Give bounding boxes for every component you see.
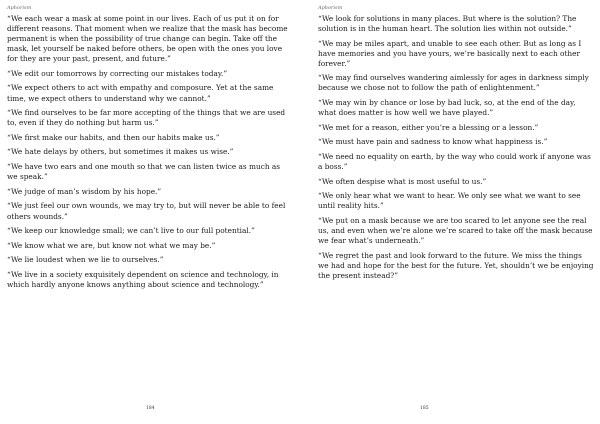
page-number: 185 [420,406,429,411]
quote: “We may find ourselves wandering aimlessly for ages in darkness simply because we chose not to follow the path of enlightenment.” [318,73,589,93]
running-header: Aphorism [318,5,343,11]
quote: “We edit our tomorrows by correcting our mistakes today.” [7,68,228,78]
quote: “We put on a mask because we are too scared to let anyone see the real us, and even when we’re alone we’re scared to take off the mask because we fear what’s underneath.” [318,216,593,246]
quote: “We live in a society exquisitely dependent on science and technology, in which hardly anyone knows anything about science and technology.” [7,270,279,290]
quote: “We just feel our own wounds, we may try to, but will never be able to feel others wounds.” [7,201,286,221]
quote: “We have two ears and one mouth so that we can listen twice as much as we speak.” [7,162,281,182]
left-page [0,0,290,424]
running-header: Aphorism [7,5,32,11]
quote-list [7,14,290,295]
quote: “We only hear what we want to hear. We only see what we want to see until reality hits.” [318,191,581,211]
quote: “We first make our habits, and then our habits make us.” [7,132,220,142]
quote: “We lie loudest when we lie to ourselves.” [7,255,164,265]
quote: “We often despise what is most useful to us.” [318,176,487,186]
quote: “We keep our knowledge small; we can’t live to our full potential.” [7,226,255,236]
quote: “We met for a reason, either you’re a blessing or a lesson.” [318,122,539,132]
quote: “We hate delays by others, but sometimes it makes us wise.” [7,147,234,157]
quote: “We find ourselves to be far more accepting of the things that we are used to, even if they do nothing but harm us.” [7,108,286,128]
quote: “We judge of man’s wisdom by his hope.” [7,186,162,196]
quote: “We regret the past and look forward to the future. We miss the things we had and hope for the best for the future. Yet, shouldn’t we be enjoying the present instead?” [318,250,594,280]
quote: “We look for solutions in many places. But where is the solution? The solution is in the human heart. The solution lies within not outside.” [318,14,577,34]
quote: “We know what we are, but know not what we may be.” [7,240,216,250]
quote: “We must have pain and sadness to know what happiness is.” [318,137,548,147]
page-number: 184 [146,406,155,411]
quote: “We may win by chance or lose by bad luck, so, at the end of the day, what does matter is how well we have played.” [318,98,576,118]
quote: “We each wear a mask at some point in our lives. Each of us put it on for different reasons. That moment when we realize that the mask has become permanent is when the possibility of true change can begin. Take off the mask, let yourself be naked before others, be open with the ones you love for they are your past, present, and future.” [7,14,288,64]
quote: “We may be miles apart, and unable to see each other. But as long as I have memories and you have yours, we’re basically next to each other forever.” [318,38,582,68]
quote: “We need no equality on earth, by the way who could work if anyone was a boss.” [318,152,591,172]
right-page [306,0,594,424]
quote-list [318,14,594,286]
quote: “We expect others to act with empathy and composure. Yet at the same time, we expect others to understand why we cannot.” [7,83,274,103]
